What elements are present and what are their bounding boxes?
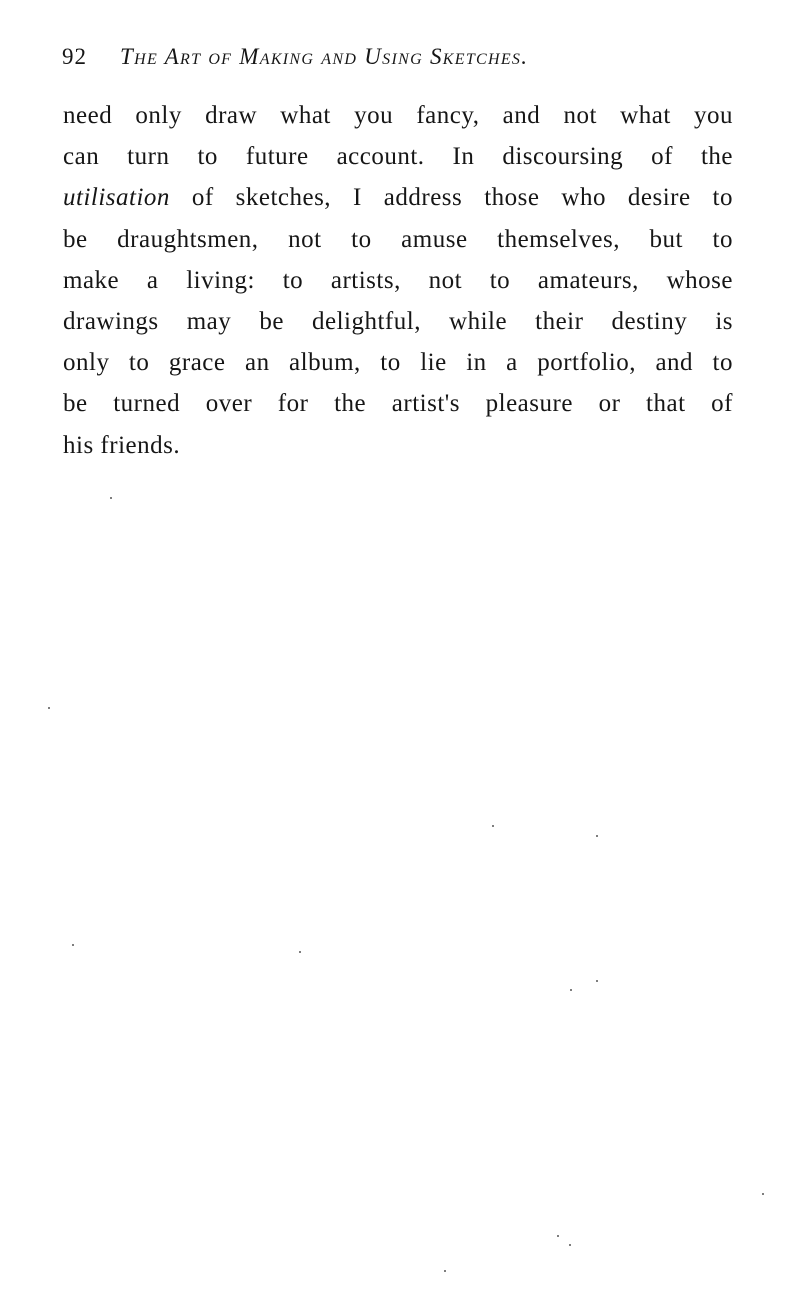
text-line: his friends. — [63, 431, 181, 459]
paper-speck — [72, 944, 74, 946]
paper-speck — [299, 951, 301, 953]
paper-speck — [570, 989, 572, 991]
body-paragraph — [63, 95, 733, 466]
text-line: make a living: to artists, not to amateurs, whose — [63, 266, 733, 294]
italic-word: utilisation — [63, 184, 170, 212]
text-line: need only draw what you fancy, and not what you — [63, 102, 733, 129]
paper-speck — [110, 497, 112, 499]
text-line: be draughtsmen, not to amuse themselves, but to — [63, 225, 733, 253]
text-line: can turn to future account. In discoursing of the — [63, 143, 733, 171]
paper-speck — [596, 835, 598, 837]
paper-speck — [557, 1235, 559, 1237]
running-title: The Art of Making and Using Sketches. — [120, 44, 529, 69]
text-fragment: of sketches, I address those who desire to — [169, 184, 733, 212]
text-line — [63, 177, 733, 218]
text-line: be turned over for the artist's pleasure or that of — [63, 390, 733, 418]
page-header — [62, 40, 672, 74]
paper-speck — [762, 1193, 764, 1195]
paper-speck — [492, 825, 494, 827]
paper-speck — [444, 1270, 446, 1272]
paper-speck — [48, 707, 50, 709]
text-line: only to grace an album, to lie in a portfolio, and to — [63, 349, 733, 377]
paper-speck — [569, 1244, 571, 1246]
paper-speck — [596, 980, 598, 982]
text-line: drawings may be delightful, while their destiny is — [63, 307, 733, 335]
page-number: 92 — [62, 44, 87, 69]
